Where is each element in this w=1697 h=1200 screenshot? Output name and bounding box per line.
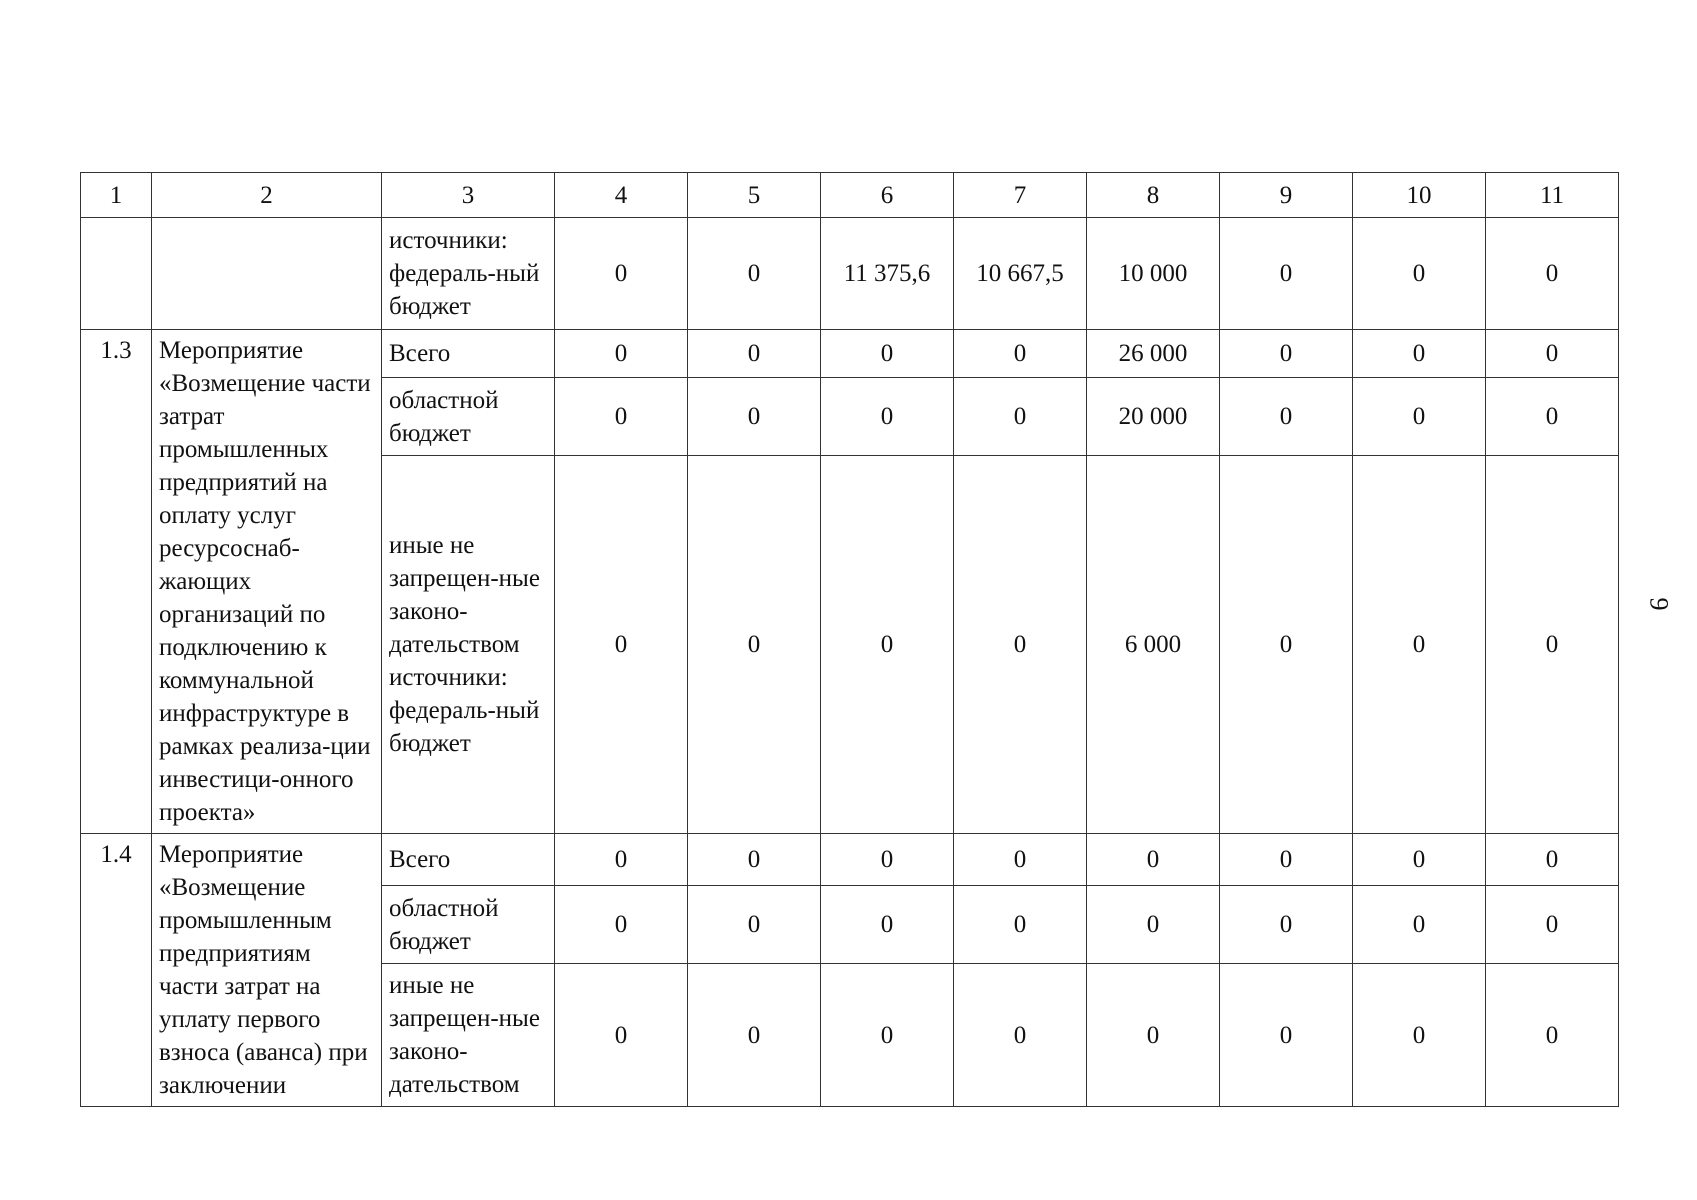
source-cell: Всего: [382, 834, 555, 886]
page-number: 9: [1644, 597, 1674, 611]
source-cell: областной бюджет: [382, 378, 555, 456]
value-cell: 10 667,5: [954, 218, 1087, 330]
value-cell: 0: [555, 330, 688, 378]
value-cell: 0: [1220, 330, 1353, 378]
value-cell: 0: [954, 330, 1087, 378]
value-cell: 20 000: [1087, 378, 1220, 456]
value-cell: 0: [688, 456, 821, 834]
header-cell: 2: [152, 173, 382, 218]
value-cell: 0: [954, 886, 1087, 964]
value-cell: 11 375,6: [821, 218, 954, 330]
value-cell: 0: [821, 378, 954, 456]
item-name: Мероприятие «Возмещение части затрат промышленных предприятий на оплату услуг ресурсоснаб-жающих организаций по подключению к коммунальной инфраструктуре в рамках реализа-ции инвестици-онного проекта»: [152, 330, 382, 834]
header-cell: 3: [382, 173, 555, 218]
header-cell: 10: [1353, 173, 1486, 218]
value-cell: 0: [1353, 834, 1486, 886]
value-cell: 0: [954, 456, 1087, 834]
value-cell: 0: [1353, 964, 1486, 1107]
value-cell: 0: [688, 886, 821, 964]
value-cell: 0: [1353, 218, 1486, 330]
value-cell: 0: [1353, 378, 1486, 456]
value-cell: 0: [1486, 218, 1619, 330]
header-cell: 7: [954, 173, 1087, 218]
value-cell: 0: [1220, 378, 1353, 456]
value-cell: 0: [688, 218, 821, 330]
value-cell: 0: [1353, 330, 1486, 378]
number-cell: [81, 218, 152, 330]
table-row: [81, 218, 1619, 330]
value-cell: 0: [1220, 456, 1353, 834]
item-number: 1.4: [81, 834, 152, 1107]
value-cell: 0: [954, 378, 1087, 456]
value-cell: 0: [688, 834, 821, 886]
value-cell: 6 000: [1087, 456, 1220, 834]
source-cell: иные не запрещен-ные законо-дательством: [382, 964, 555, 1107]
value-cell: 0: [1486, 886, 1619, 964]
value-cell: 10 000: [1087, 218, 1220, 330]
source-cell: источники: федераль-ный бюджет: [382, 218, 555, 330]
value-cell: 0: [688, 330, 821, 378]
value-cell: 0: [1220, 886, 1353, 964]
value-cell: 0: [954, 964, 1087, 1107]
header-cell: 8: [1087, 173, 1220, 218]
value-cell: 0: [688, 964, 821, 1107]
source-cell: иные не запрещен-ные законо-дательством источники: федераль-ный бюджет: [382, 456, 555, 834]
value-cell: 0: [1220, 834, 1353, 886]
value-cell: 0: [821, 964, 954, 1107]
value-cell: 0: [555, 378, 688, 456]
value-cell: 0: [555, 218, 688, 330]
value-cell: 0: [1087, 886, 1220, 964]
value-cell: 0: [555, 456, 688, 834]
value-cell: 0: [1486, 330, 1619, 378]
table-row: [81, 330, 1619, 378]
value-cell: 0: [1087, 834, 1220, 886]
header-cell: 6: [821, 173, 954, 218]
value-cell: 0: [1220, 218, 1353, 330]
value-cell: 0: [821, 886, 954, 964]
value-cell: 0: [688, 378, 821, 456]
header-cell: 1: [81, 173, 152, 218]
header-cell: 4: [555, 173, 688, 218]
value-cell: 0: [1353, 886, 1486, 964]
source-cell: Всего: [382, 330, 555, 378]
value-cell: 0: [1220, 964, 1353, 1107]
value-cell: 0: [555, 834, 688, 886]
header-cell: 5: [688, 173, 821, 218]
value-cell: 0: [1486, 456, 1619, 834]
item-name: Мероприятие «Возмещение промышленным предприятиям части затрат на уплату первого взноса (аванса) при заключении: [152, 834, 382, 1107]
header-row: [81, 173, 1619, 218]
value-cell: 0: [821, 456, 954, 834]
value-cell: 0: [1353, 456, 1486, 834]
header-cell: 11: [1486, 173, 1619, 218]
value-cell: 0: [821, 330, 954, 378]
value-cell: 0: [1486, 964, 1619, 1107]
source-cell: областной бюджет: [382, 886, 555, 964]
name-cell: [152, 218, 382, 330]
value-cell: 0: [555, 886, 688, 964]
value-cell: 0: [1486, 834, 1619, 886]
item-number: 1.3: [81, 330, 152, 834]
value-cell: 26 000: [1087, 330, 1220, 378]
budget-table: [80, 172, 1619, 1107]
value-cell: 0: [1087, 964, 1220, 1107]
header-cell: 9: [1220, 173, 1353, 218]
value-cell: 0: [1486, 378, 1619, 456]
value-cell: 0: [821, 834, 954, 886]
table-row: [81, 834, 1619, 886]
value-cell: 0: [555, 964, 688, 1107]
value-cell: 0: [954, 834, 1087, 886]
